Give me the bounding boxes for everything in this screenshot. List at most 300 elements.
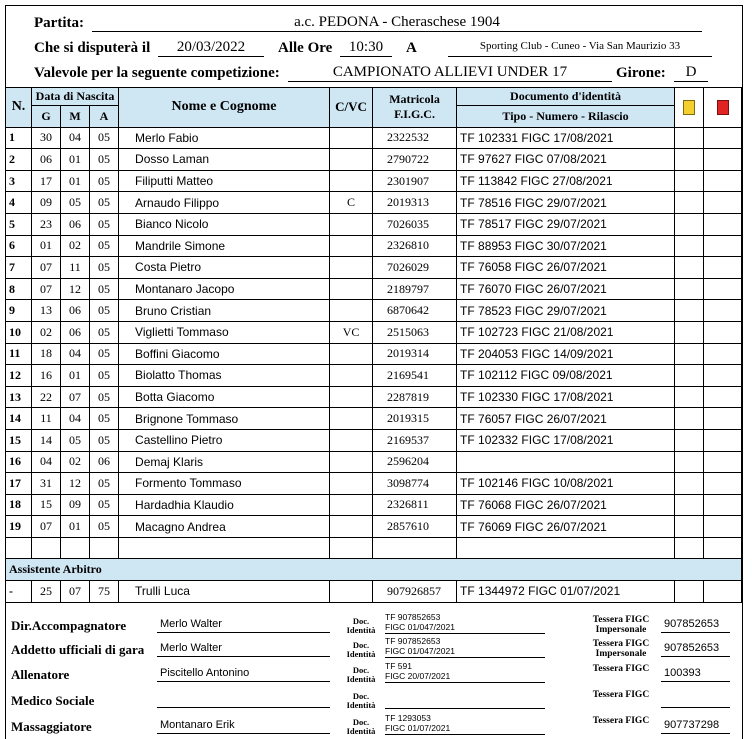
yellow-card-cell[interactable] xyxy=(675,321,704,343)
empty-row xyxy=(6,537,742,559)
yellow-card-cell[interactable] xyxy=(675,192,704,214)
captain-flag xyxy=(330,473,373,495)
player-number: 7 xyxy=(6,257,32,279)
birth-year: 05 xyxy=(90,494,119,516)
player-name: Formento Tommaso xyxy=(119,473,330,495)
birth-month: 01 xyxy=(61,516,90,538)
staff-doc-label: Doc. Identità xyxy=(346,691,376,710)
staff-role: Dir.Accompagnatore xyxy=(11,618,127,633)
player-matricola: 2019314 xyxy=(373,343,457,365)
birth-month: 12 xyxy=(61,473,90,495)
player-number: 18 xyxy=(6,494,32,516)
empty-cell[interactable] xyxy=(330,537,373,559)
player-number: 10 xyxy=(6,321,32,343)
player-matricola: 2322532 xyxy=(373,127,457,149)
assistente-section-label: Assistente Arbitro xyxy=(6,559,742,581)
player-document xyxy=(457,451,675,473)
yellow-card-cell[interactable] xyxy=(675,581,704,603)
disputa-label: Che si disputerà il xyxy=(34,40,151,56)
birth-year: 05 xyxy=(90,386,119,408)
red-card-cell[interactable] xyxy=(704,300,742,322)
birth-day: 04 xyxy=(32,451,61,473)
player-document: TF 204053 FIGC 14/09/2021 xyxy=(457,343,675,365)
red-card-cell[interactable] xyxy=(704,192,742,214)
birth-year: 05 xyxy=(90,149,119,171)
captain-flag xyxy=(330,235,373,257)
table-row xyxy=(6,149,742,171)
player-document: TF 102112 FIGC 09/08/2021 xyxy=(457,365,675,387)
captain-flag xyxy=(330,257,373,279)
table-row xyxy=(6,235,742,257)
table-row xyxy=(6,429,742,451)
player-matricola: 2019313 xyxy=(373,192,457,214)
captain-flag: C xyxy=(330,192,373,214)
empty-cell[interactable] xyxy=(32,537,61,559)
captain-flag xyxy=(330,127,373,149)
player-number: 19 xyxy=(6,516,32,538)
staff-tessera: 907852653 xyxy=(661,642,730,657)
table-row xyxy=(6,170,742,192)
birth-year: 05 xyxy=(90,365,119,387)
player-name: Arnaudo Filippo xyxy=(119,192,330,214)
birth-month: 01 xyxy=(61,149,90,171)
table-row xyxy=(6,343,742,365)
staff-doc-line1: TF 591 xyxy=(385,661,412,671)
staff-row xyxy=(5,636,741,662)
yellow-card-cell[interactable] xyxy=(675,343,704,365)
table-row xyxy=(6,408,742,430)
player-number: 6 xyxy=(6,235,32,257)
birth-day: 13 xyxy=(32,300,61,322)
player-name: Mandrile Simone xyxy=(119,235,330,257)
staff-row xyxy=(5,661,741,687)
birth-month: 01 xyxy=(61,170,90,192)
birth-month: 04 xyxy=(61,127,90,149)
red-card-cell[interactable] xyxy=(704,494,742,516)
ore-label: Alle Ore xyxy=(278,40,333,56)
birth-day: 22 xyxy=(32,386,61,408)
assistente-year: 75 xyxy=(90,581,119,603)
col-nome: Nome e Cognome xyxy=(119,88,330,128)
yellow-card-cell[interactable] xyxy=(675,278,704,300)
staff-role: Allenatore xyxy=(11,667,70,682)
player-name: Viglietti Tommaso xyxy=(119,321,330,343)
staff-role: Medico Sociale xyxy=(11,693,95,708)
birth-month: 06 xyxy=(61,321,90,343)
player-name: Botta Giacomo xyxy=(119,386,330,408)
birth-day: 07 xyxy=(32,278,61,300)
birth-year: 05 xyxy=(90,127,119,149)
birth-month: 11 xyxy=(61,257,90,279)
staff-role: Addetto ufficiali di gara xyxy=(11,642,145,657)
col-red-card xyxy=(704,88,742,128)
player-document: TF 102330 FIGC 17/08/2021 xyxy=(457,386,675,408)
player-name: Merlo Fabio xyxy=(119,127,330,149)
player-name: Dosso Laman xyxy=(119,149,330,171)
yellow-card-cell[interactable] xyxy=(675,235,704,257)
player-number: 11 xyxy=(6,343,32,365)
player-document: TF 113842 FIGC 27/08/2021 xyxy=(457,170,675,192)
col-matricola xyxy=(373,88,457,128)
staff-doc xyxy=(385,661,545,683)
red-card-cell[interactable] xyxy=(704,170,742,192)
yellow-card-cell[interactable] xyxy=(675,386,704,408)
player-matricola: 2189797 xyxy=(373,278,457,300)
birth-year: 05 xyxy=(90,213,119,235)
birth-day: 15 xyxy=(32,494,61,516)
empty-cell[interactable] xyxy=(457,537,675,559)
player-matricola: 7026035 xyxy=(373,213,457,235)
player-document: TF 76068 FIGC 26/07/2021 xyxy=(457,494,675,516)
player-matricola: 3098774 xyxy=(373,473,457,495)
birth-month: 09 xyxy=(61,494,90,516)
player-matricola: 2596204 xyxy=(373,451,457,473)
player-matricola: 6870642 xyxy=(373,300,457,322)
assistente-day: 25 xyxy=(32,581,61,603)
table-row xyxy=(6,127,742,149)
captain-flag xyxy=(330,213,373,235)
col-yellow-card xyxy=(675,88,704,128)
red-card-cell[interactable] xyxy=(704,473,742,495)
birth-year: 05 xyxy=(90,170,119,192)
birth-day: 23 xyxy=(32,213,61,235)
birth-day: 01 xyxy=(32,235,61,257)
red-card-cell[interactable] xyxy=(704,581,742,603)
staff-tessera: 907737298 xyxy=(661,719,730,734)
staff-tessera-label: Tessera FIGC xyxy=(592,664,650,674)
staff-doc-label: Doc. Identità xyxy=(346,665,376,684)
player-matricola: 2515063 xyxy=(373,321,457,343)
staff-doc-line2: FIGC 20/07/2021 xyxy=(385,671,451,681)
player-document: TF 76058 FIGC 26/07/2021 xyxy=(457,257,675,279)
col-cvc: C/VC xyxy=(330,88,373,128)
partita-value: a.c. PEDONA - Cheraschese 1904 xyxy=(92,14,702,32)
player-document: TF 76070 FIGC 26/07/2021 xyxy=(457,278,675,300)
empty-cell[interactable] xyxy=(373,537,457,559)
player-matricola: 2301907 xyxy=(373,170,457,192)
player-document: TF 102332 FIGC 17/08/2021 xyxy=(457,429,675,451)
table-row xyxy=(6,213,742,235)
yellow-card-cell[interactable] xyxy=(675,300,704,322)
player-matricola: 7026029 xyxy=(373,257,457,279)
player-name: Castellino Pietro xyxy=(119,429,330,451)
staff-name: Merlo Walter xyxy=(157,618,330,633)
table-row xyxy=(6,321,742,343)
staff-tessera-label: Tessera FIGC xyxy=(592,716,650,726)
player-number: 2 xyxy=(6,149,32,171)
yellow-card-cell[interactable] xyxy=(675,451,704,473)
player-name: Demaj Klaris xyxy=(119,451,330,473)
red-card-cell[interactable] xyxy=(704,429,742,451)
staff-row xyxy=(5,687,741,713)
birth-month: 06 xyxy=(61,213,90,235)
red-card-cell[interactable] xyxy=(704,213,742,235)
match-time: 10:30 xyxy=(340,39,392,57)
staff-doc-line2: FIGC 01/047/2021 xyxy=(385,622,455,632)
col-g: G xyxy=(32,106,61,128)
player-number: 16 xyxy=(6,451,32,473)
player-name: Bruno Cristian xyxy=(119,300,330,322)
staff-doc xyxy=(385,713,545,735)
captain-flag xyxy=(330,149,373,171)
player-matricola: 2169537 xyxy=(373,429,457,451)
player-document: TF 102723 FIGC 21/08/2021 xyxy=(457,321,675,343)
staff-name: Piscitello Antonino xyxy=(157,667,330,682)
staff-doc-label: Doc. Identità xyxy=(346,640,376,659)
captain-flag xyxy=(330,170,373,192)
staff-role: Massaggiatore xyxy=(11,719,92,734)
table-row xyxy=(6,192,742,214)
yellow-card-cell[interactable] xyxy=(675,408,704,430)
table-row xyxy=(6,257,742,279)
staff-tessera: 100393 xyxy=(661,667,730,682)
staff-doc-label: Doc. Identità xyxy=(346,717,376,736)
player-document: TF 97627 FIGC 07/08/2021 xyxy=(457,149,675,171)
players-table xyxy=(5,87,742,603)
table-row xyxy=(6,300,742,322)
birth-year: 05 xyxy=(90,343,119,365)
col-m: M xyxy=(61,106,90,128)
captain-flag xyxy=(330,408,373,430)
birth-month: 05 xyxy=(61,429,90,451)
player-document: TF 76069 FIGC 26/07/2021 xyxy=(457,516,675,538)
yellow-card-cell[interactable] xyxy=(675,365,704,387)
player-name: Montanaro Jacopo xyxy=(119,278,330,300)
player-document: TF 78517 FIGC 29/07/2021 xyxy=(457,213,675,235)
birth-year: 05 xyxy=(90,257,119,279)
assistente-name: Trulli Luca xyxy=(119,581,330,603)
birth-day: 06 xyxy=(32,149,61,171)
col-documento: Documento d'identità xyxy=(457,88,675,106)
player-matricola: 2857610 xyxy=(373,516,457,538)
captain-flag xyxy=(330,429,373,451)
birth-day: 02 xyxy=(32,321,61,343)
birth-day: 17 xyxy=(32,170,61,192)
staff-doc-line1: TF 907852653 xyxy=(385,612,441,622)
player-document: TF 78516 FIGC 29/07/2021 xyxy=(457,192,675,214)
col-a: A xyxy=(90,106,119,128)
player-document: TF 76057 FIGC 26/07/2021 xyxy=(457,408,675,430)
assistente-row xyxy=(6,581,742,603)
captain-flag xyxy=(330,451,373,473)
table-row xyxy=(6,278,742,300)
birth-year: 05 xyxy=(90,300,119,322)
staff-tessera-label: Tessera FIGC Impersonale xyxy=(592,615,650,635)
player-name: Hardadhia Klaudio xyxy=(119,494,330,516)
empty-cell[interactable] xyxy=(90,537,119,559)
empty-cell[interactable] xyxy=(61,537,90,559)
birth-year: 05 xyxy=(90,516,119,538)
birth-year: 05 xyxy=(90,473,119,495)
birth-day: 14 xyxy=(32,429,61,451)
birth-month: 12 xyxy=(61,278,90,300)
birth-month: 02 xyxy=(61,235,90,257)
player-document: TF 102146 FIGC 10/08/2021 xyxy=(457,473,675,495)
match-date: 20/03/2022 xyxy=(158,39,264,57)
player-matricola: 2326811 xyxy=(373,494,457,516)
player-matricola: 2169541 xyxy=(373,365,457,387)
col-matricola-line1: Matricola xyxy=(389,92,440,107)
yellow-card-cell[interactable] xyxy=(675,127,704,149)
a-label: A xyxy=(406,40,417,56)
assistente-matricola: 907926857 xyxy=(373,581,457,603)
player-name: Filiputti Matteo xyxy=(119,170,330,192)
table-row xyxy=(6,516,742,538)
table-row xyxy=(6,494,742,516)
staff-row xyxy=(5,612,741,638)
yellow-card-cell[interactable] xyxy=(675,170,704,192)
staff-tessera-label: Tessera FIGC xyxy=(592,690,650,700)
yellow-card-cell[interactable] xyxy=(675,213,704,235)
red-card-cell[interactable] xyxy=(704,127,742,149)
competizione-value: CAMPIONATO ALLIEVI UNDER 17 xyxy=(288,64,612,82)
empty-cell[interactable] xyxy=(675,537,704,559)
birth-year: 06 xyxy=(90,451,119,473)
yellow-card-icon xyxy=(683,100,695,115)
captain-flag: VC xyxy=(330,321,373,343)
red-card-cell[interactable] xyxy=(704,365,742,387)
birth-month: 05 xyxy=(61,192,90,214)
captain-flag xyxy=(330,494,373,516)
player-number: 4 xyxy=(6,192,32,214)
player-number: 13 xyxy=(6,386,32,408)
empty-cell[interactable] xyxy=(704,537,742,559)
col-matricola-line2: F.I.G.C. xyxy=(394,107,435,122)
player-number: 12 xyxy=(6,365,32,387)
red-card-cell[interactable] xyxy=(704,235,742,257)
player-matricola: 2019315 xyxy=(373,408,457,430)
yellow-card-cell[interactable] xyxy=(675,429,704,451)
player-number: 1 xyxy=(6,127,32,149)
player-name: Brignone Tommaso xyxy=(119,408,330,430)
assistente-cvc xyxy=(330,581,373,603)
player-number: 9 xyxy=(6,300,32,322)
birth-month: 01 xyxy=(61,365,90,387)
table-row xyxy=(6,365,742,387)
staff-doc xyxy=(385,612,545,634)
red-card-cell[interactable] xyxy=(704,408,742,430)
birth-month: 06 xyxy=(61,300,90,322)
birth-day: 11 xyxy=(32,408,61,430)
red-card-cell[interactable] xyxy=(704,257,742,279)
birth-month: 04 xyxy=(61,408,90,430)
birth-day: 31 xyxy=(32,473,61,495)
red-card-cell[interactable] xyxy=(704,386,742,408)
red-card-cell[interactable] xyxy=(704,516,742,538)
staff-doc-label: Doc. Identità xyxy=(346,616,376,635)
staff-doc-line1: TF 1293053 xyxy=(385,713,431,723)
staff-row xyxy=(5,713,741,739)
red-card-icon xyxy=(717,100,729,115)
captain-flag xyxy=(330,300,373,322)
birth-day: 18 xyxy=(32,343,61,365)
col-data-nascita: Data di Nascita xyxy=(32,88,119,106)
staff-name: Merlo Walter xyxy=(157,642,330,657)
captain-flag xyxy=(330,365,373,387)
col-documento-sub: Tipo - Numero - Rilascio xyxy=(457,106,675,128)
yellow-card-cell[interactable] xyxy=(675,149,704,171)
red-card-cell[interactable] xyxy=(704,321,742,343)
player-number: 17 xyxy=(6,473,32,495)
birth-day: 07 xyxy=(32,516,61,538)
staff-name: Montanaro Erik xyxy=(157,719,330,734)
red-card-cell[interactable] xyxy=(704,343,742,365)
birth-year: 05 xyxy=(90,429,119,451)
empty-cell[interactable] xyxy=(119,537,330,559)
player-document: TF 102331 FIGC 17/08/2021 xyxy=(457,127,675,149)
venue-value: Sporting Club - Cuneo - Via San Maurizio 33 xyxy=(448,39,712,57)
player-name: Costa Pietro xyxy=(119,257,330,279)
girone-label: Girone: xyxy=(616,65,666,81)
captain-flag xyxy=(330,343,373,365)
player-name: Bianco Nicolo xyxy=(119,213,330,235)
player-number: 14 xyxy=(6,408,32,430)
yellow-card-cell[interactable] xyxy=(675,516,704,538)
red-card-cell[interactable] xyxy=(704,149,742,171)
yellow-card-cell[interactable] xyxy=(675,257,704,279)
birth-month: 04 xyxy=(61,343,90,365)
red-card-cell[interactable] xyxy=(704,278,742,300)
partita-label: Partita: xyxy=(34,15,84,31)
yellow-card-cell[interactable] xyxy=(675,473,704,495)
col-n: N. xyxy=(6,88,32,128)
birth-year: 05 xyxy=(90,192,119,214)
birth-year: 05 xyxy=(90,321,119,343)
player-matricola: 2790722 xyxy=(373,149,457,171)
assistente-number: - xyxy=(6,581,32,603)
birth-day: 30 xyxy=(32,127,61,149)
red-card-cell[interactable] xyxy=(704,451,742,473)
table-row xyxy=(6,386,742,408)
staff-tessera-label: Tessera FIGC Impersonale xyxy=(592,639,650,659)
girone-value: D xyxy=(674,64,708,82)
staff-tessera xyxy=(661,693,730,708)
captain-flag xyxy=(330,516,373,538)
staff-doc-line1: TF 907852653 xyxy=(385,636,441,646)
player-document: TF 78523 FIGC 29/07/2021 xyxy=(457,300,675,322)
player-matricola: 2326810 xyxy=(373,235,457,257)
birth-year: 05 xyxy=(90,278,119,300)
staff-doc-line2: FIGC 01/047/2021 xyxy=(385,646,455,656)
player-matricola: 2287819 xyxy=(373,386,457,408)
player-name: Biolatto Thomas xyxy=(119,365,330,387)
birth-year: 05 xyxy=(90,235,119,257)
table-row xyxy=(6,451,742,473)
birth-year: 05 xyxy=(90,408,119,430)
player-number: 8 xyxy=(6,278,32,300)
assistente-month: 07 xyxy=(61,581,90,603)
birth-day: 16 xyxy=(32,365,61,387)
staff-doc xyxy=(385,687,545,709)
staff-tessera: 907852653 xyxy=(661,618,730,633)
empty-cell[interactable] xyxy=(6,537,32,559)
competizione-label: Valevole per la seguente competizione: xyxy=(34,65,280,81)
player-number: 3 xyxy=(6,170,32,192)
player-name: Boffini Giacomo xyxy=(119,343,330,365)
staff-doc-line2: FIGC 01/07/2021 xyxy=(385,723,451,733)
staff-name xyxy=(157,693,330,708)
birth-month: 02 xyxy=(61,451,90,473)
table-row xyxy=(6,473,742,495)
player-number: 5 xyxy=(6,213,32,235)
captain-flag xyxy=(330,386,373,408)
birth-day: 09 xyxy=(32,192,61,214)
birth-day: 07 xyxy=(32,257,61,279)
captain-flag xyxy=(330,278,373,300)
yellow-card-cell[interactable] xyxy=(675,494,704,516)
staff-doc xyxy=(385,636,545,658)
player-document: TF 88953 FIGC 30/07/2021 xyxy=(457,235,675,257)
